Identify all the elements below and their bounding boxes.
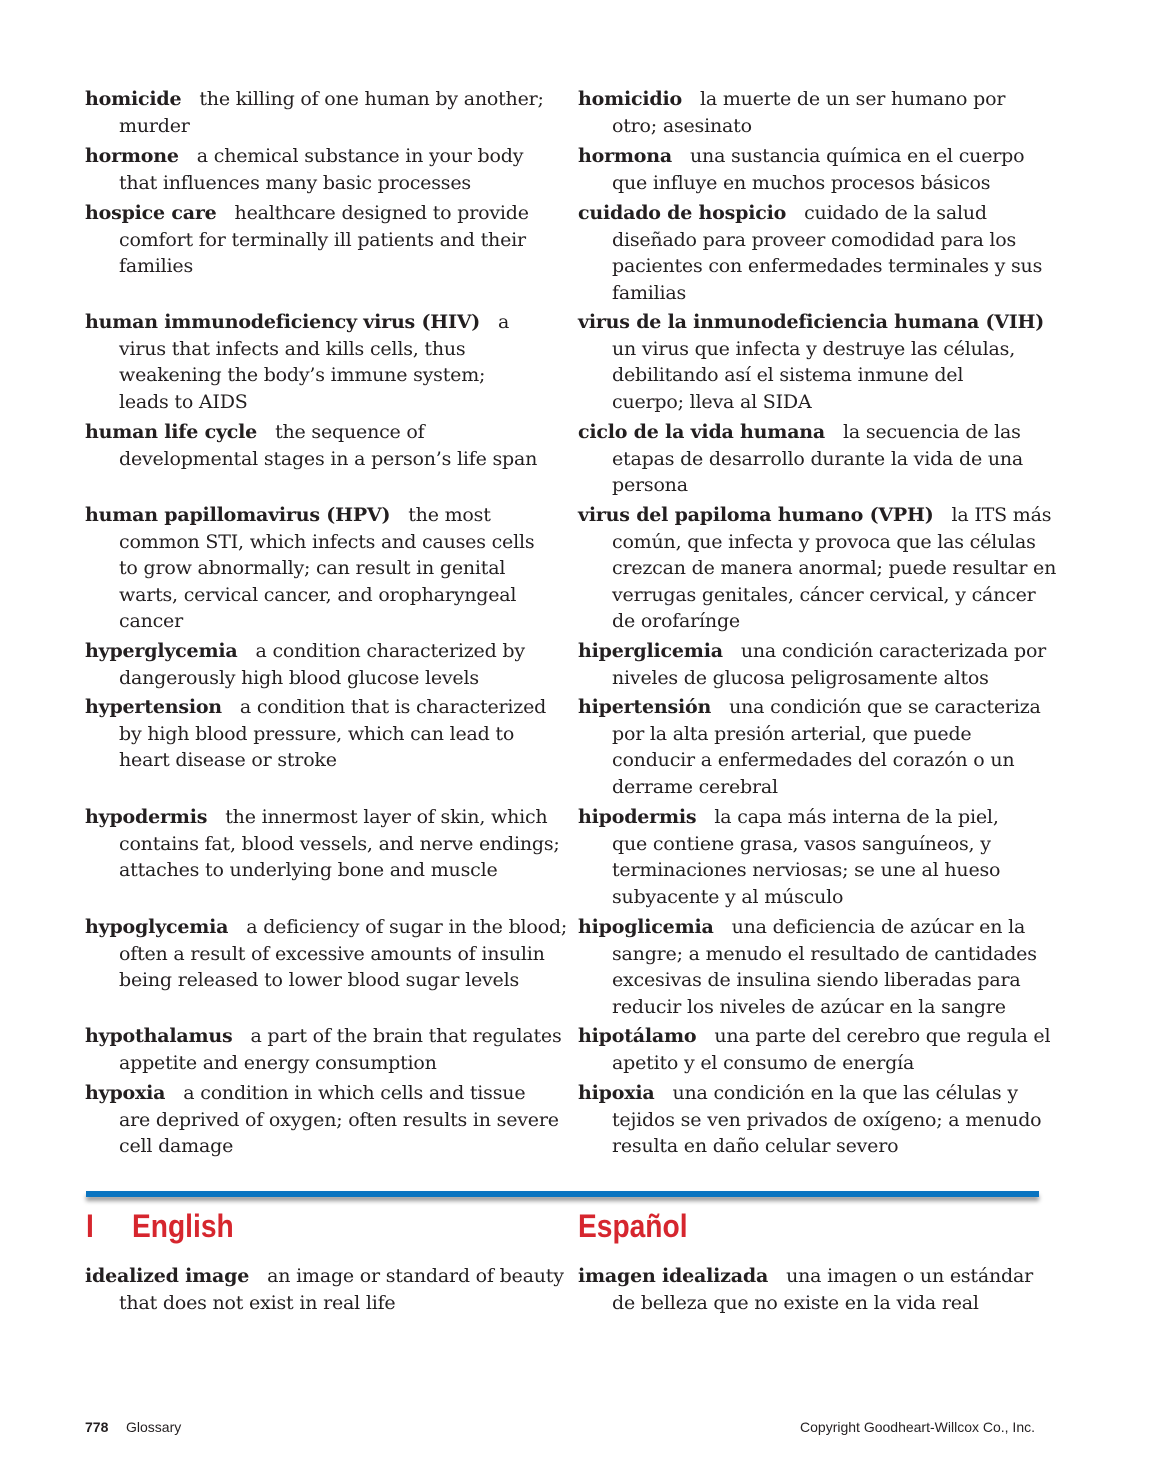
definition-line: [578, 472, 1048, 499]
definition-line: [85, 1133, 555, 1160]
definition-line: [85, 608, 555, 635]
definition-text: to grow abnormally; can result in genital: [119, 557, 506, 579]
definition-line: [85, 170, 555, 197]
definition-text: sangre; a menudo el resultado de cantidades: [612, 942, 1037, 965]
definition-text: apetito y el consumo de energía: [612, 1051, 915, 1074]
definition-line: [85, 857, 555, 884]
definition-line: [578, 1133, 1048, 1160]
definition-text: the innermost layer of skin, which: [225, 806, 548, 828]
definition-text: cuerpo; lleva al SIDA: [612, 390, 812, 413]
definition-line: [85, 1290, 555, 1317]
definition-text: reducir los niveles de azúcar en la sangre: [612, 995, 1006, 1018]
glossary-term: hipoxia: [578, 1082, 655, 1104]
definition-text: a part of the brain that regulates: [250, 1025, 562, 1047]
glossary-term: human life cycle: [85, 421, 258, 443]
definition-line: [85, 253, 555, 280]
definition-text: debilitando así el sistema inmune del: [612, 364, 964, 386]
glossary-term: ciclo de la vida humana: [578, 421, 826, 443]
definition-text: often a result of excessive amounts of insulin: [119, 942, 545, 965]
definition-text: una sustancia química en el cuerpo: [690, 145, 1025, 167]
glossary-entry-es: [578, 1080, 1048, 1160]
glossary-term: virus de la inmunodeficiencia humana (VIH): [578, 311, 1045, 333]
definition-line: [85, 200, 555, 227]
definition-text: resulta en daño celular severo: [612, 1135, 899, 1157]
glossary-entry-en: [85, 143, 555, 196]
definition-text: by high blood pressure, which can lead to: [119, 722, 515, 745]
definition-text: etapas de desarrollo durante la vida de una: [612, 447, 1024, 470]
definition-line: [85, 529, 555, 556]
definition-text: a chemical substance in your body: [196, 145, 524, 167]
definition-line: [85, 309, 555, 336]
definition-text: cancer: [119, 610, 183, 632]
glossary-entry-en: [85, 1263, 564, 1316]
definition-text: terminaciones nerviosas; se une al hueso: [612, 859, 1001, 881]
definition-text: que contiene grasa, vasos sanguíneos, y: [612, 832, 991, 855]
glossary-term: homicidio: [578, 88, 682, 110]
definition-line: [85, 804, 555, 831]
definition-line: [578, 170, 1048, 197]
definition-line: [85, 1050, 555, 1077]
glossary-term: homicide: [85, 88, 182, 110]
definition-line: [578, 446, 1048, 473]
definition-line: [578, 804, 1048, 831]
definition-text: a condition that is characterized: [239, 696, 547, 718]
definition-line: [578, 1107, 1048, 1134]
definition-text: virus that infects and kills cells, thus: [119, 337, 466, 360]
footer-label: Glossary: [126, 1419, 182, 1435]
definition-text: cuidado de la salud: [804, 202, 987, 224]
definition-text: a deficiency of sugar in the blood;: [246, 916, 568, 938]
definition-text: crezcan de manera anormal; puede resultar en: [612, 557, 1057, 579]
definition-line: [578, 1050, 1048, 1077]
definition-line: [578, 665, 1048, 692]
definition-line: [85, 113, 555, 140]
definition-text: la secuencia de las: [843, 421, 1021, 443]
definition-text: una condición que se caracteriza: [729, 696, 1041, 718]
definition-text: appetite and energy consumption: [119, 1051, 437, 1074]
section-divider: [86, 1191, 1039, 1197]
glossary-term: hormona: [578, 145, 672, 167]
definition-line: [578, 336, 1048, 363]
definition-text: the most: [408, 504, 491, 526]
glossary-entry-es: [578, 804, 1048, 910]
glossary-term: hyperglycemia: [85, 640, 238, 662]
glossary-term: idealized image: [85, 1265, 250, 1287]
definition-line: [578, 884, 1048, 911]
definition-line: [85, 914, 568, 941]
definition-text: attaches to underlying bone and muscle: [119, 859, 498, 881]
definition-text: la capa más interna de la piel,: [714, 806, 999, 828]
definition-line: [578, 831, 1048, 858]
definition-line: [578, 227, 1048, 254]
definition-line: [578, 200, 1048, 227]
definition-text: comfort for terminally ill patients and their: [119, 228, 526, 251]
definition-text: excesivas de insulina siendo liberadas para: [612, 969, 1021, 991]
definition-line: [578, 967, 1048, 994]
definition-text: subyacente y al músculo: [612, 885, 844, 908]
glossary-term: cuidado de hospicio: [578, 202, 787, 224]
glossary-term: hypothalamus: [85, 1025, 233, 1047]
definition-line: [85, 967, 555, 994]
definition-line: [85, 389, 555, 416]
definition-text: la muerte de un ser humano por: [699, 88, 1006, 110]
definition-line: [85, 665, 555, 692]
glossary-entry-en: [85, 309, 555, 415]
definition-line: [85, 555, 555, 582]
definition-line: [578, 774, 1048, 801]
definition-line: [85, 336, 555, 363]
definition-text: a condition in which cells and tissue: [183, 1082, 526, 1104]
definition-line: [85, 143, 555, 170]
definition-line: [578, 1080, 1048, 1107]
definition-text: the killing of one human by another;: [199, 88, 544, 110]
definition-line: [85, 1263, 564, 1290]
definition-line: [578, 747, 1048, 774]
glossary-term: virus del papiloma humano (VPH): [578, 504, 934, 526]
definition-line: [85, 941, 555, 968]
definition-line: [85, 638, 555, 665]
definition-text: derrame cerebral: [612, 775, 778, 798]
definition-text: healthcare designed to provide: [234, 202, 529, 224]
definition-line: [85, 831, 560, 858]
definition-text: the sequence of: [275, 421, 425, 443]
definition-text: that influences many basic processes: [119, 171, 471, 194]
definition-text: una deficiencia de azúcar en la: [731, 916, 1026, 938]
definition-line: [85, 694, 555, 721]
definition-text: heart disease or stroke: [119, 749, 337, 771]
definition-line: [578, 914, 1048, 941]
glossary-term: hypertension: [85, 696, 222, 718]
glossary-term: hipertensión: [578, 696, 712, 718]
glossary-entry-es: [578, 914, 1048, 1020]
definition-line: [578, 857, 1048, 884]
definition-line: [85, 502, 555, 529]
definition-text: being released to lower blood sugar levels: [119, 969, 519, 991]
definition-line: [578, 694, 1048, 721]
definition-text: una condición caracterizada por: [740, 640, 1047, 662]
glossary-term: hospice care: [85, 202, 217, 224]
definition-line: [578, 419, 1048, 446]
definition-text: por la alta presión arterial, que puede: [612, 722, 972, 745]
definition-line: [578, 1023, 1051, 1050]
definition-line: [578, 86, 1048, 113]
glossary-entry-es: [578, 502, 1057, 635]
glossary-entry-es: [578, 1263, 1048, 1316]
definition-text: familias: [612, 281, 687, 304]
definition-line: [578, 638, 1048, 665]
definition-text: una parte del cerebro que regula el: [714, 1025, 1051, 1047]
definition-text: niveles de glucosa peligrosamente altos: [612, 666, 989, 689]
definition-line: [578, 555, 1057, 582]
definition-text: cell damage: [119, 1135, 234, 1157]
glossary-term: human papillomavirus (HPV): [85, 504, 391, 526]
glossary-term: imagen idealizada: [578, 1265, 769, 1287]
definition-line: [578, 529, 1048, 556]
glossary-entry-en: [85, 804, 560, 884]
definition-text: pacientes con enfermedades terminales y sus: [612, 255, 1043, 277]
heading-english: English: [132, 1208, 234, 1244]
definition-text: developmental stages in a person’s life span: [119, 447, 538, 470]
glossary-term: hypoxia: [85, 1082, 166, 1104]
definition-text: común, que infecta y provoca que las células: [612, 530, 1036, 553]
glossary-term: hypoglycemia: [85, 916, 229, 938]
glossary-entry-es: [578, 143, 1048, 196]
glossary-entry-es: [578, 86, 1048, 139]
definition-text: an image or standard of beauty: [267, 1265, 564, 1287]
definition-line: [578, 253, 1048, 280]
glossary-entry-en: [85, 502, 555, 635]
definition-line: [85, 1080, 555, 1107]
definition-text: that does not exist in real life: [119, 1291, 396, 1314]
glossary-term: hiperglicemia: [578, 640, 723, 662]
definition-text: families: [119, 255, 194, 277]
glossary-entry-es: [578, 419, 1048, 499]
definition-line: [578, 608, 1048, 635]
glossary-entry-en: [85, 1080, 559, 1160]
glossary-entry-en: [85, 1023, 562, 1076]
definition-line: [578, 941, 1048, 968]
definition-line: [85, 227, 555, 254]
definition-line: [578, 994, 1048, 1021]
definition-text: verrugas genitales, cáncer cervical, y cáncer: [612, 583, 1036, 606]
definition-line: [85, 1023, 562, 1050]
definition-text: weakening the body’s immune system;: [119, 364, 486, 386]
definition-text: que influye en muchos procesos básicos: [612, 171, 991, 194]
definition-line: [85, 419, 555, 446]
glossary-entry-en: [85, 200, 555, 280]
glossary-entry-en: [85, 914, 568, 994]
definition-line: [85, 1107, 559, 1134]
definition-text: common STI, which infects and causes cells: [119, 530, 535, 553]
definition-text: conducir a enfermedades del corazón o un: [612, 749, 1015, 771]
definition-line: [578, 309, 1048, 336]
definition-line: [85, 582, 555, 609]
glossary-entry-en: [85, 86, 555, 139]
glossary-term: hipotálamo: [578, 1025, 697, 1047]
definition-text: otro; asesinato: [612, 114, 752, 137]
glossary-term: hipodermis: [578, 806, 697, 828]
section-letter: I: [86, 1208, 94, 1244]
page-number: 778: [85, 1419, 109, 1435]
definition-line: [85, 721, 555, 748]
glossary-entry-es: [578, 200, 1048, 306]
definition-line: [85, 362, 555, 389]
definition-text: un virus que infecta y destruye las células,: [612, 337, 1016, 360]
glossary-term: hormone: [85, 145, 179, 167]
glossary-term: hypodermis: [85, 806, 208, 828]
glossary-entry-en: [85, 638, 555, 691]
definition-text: diseñado para proveer comodidad para los: [612, 228, 1017, 251]
definition-text: tejidos se ven privados de oxígeno; a menudo: [612, 1108, 1042, 1131]
definition-line: [578, 113, 1048, 140]
definition-text: de belleza que no existe en la vida real: [612, 1291, 979, 1314]
definition-text: a: [498, 311, 510, 333]
definition-line: [578, 721, 1048, 748]
definition-line: [578, 582, 1048, 609]
definition-line: [578, 389, 1048, 416]
definition-text: persona: [612, 474, 688, 496]
definition-line: [578, 1263, 1048, 1290]
definition-text: dangerously high blood glucose levels: [119, 666, 479, 689]
glossary-entry-es: [578, 694, 1048, 800]
definition-text: la ITS más: [951, 504, 1052, 526]
definition-line: [578, 143, 1048, 170]
glossary-entry-es: [578, 638, 1048, 691]
definition-text: murder: [119, 114, 190, 137]
definition-line: [85, 747, 555, 774]
definition-text: leads to AIDS: [119, 390, 248, 413]
glossary-entry-es: [578, 309, 1048, 415]
definition-line: [578, 1290, 1048, 1317]
glossary-term: hipoglicemia: [578, 916, 714, 938]
definition-line: [578, 502, 1052, 529]
definition-text: are deprived of oxygen; often results in severe: [119, 1108, 559, 1131]
definition-text: una imagen o un estándar: [786, 1265, 1033, 1287]
definition-line: [85, 86, 555, 113]
glossary-entry-es: [578, 1023, 1051, 1076]
definition-text: a condition characterized by: [255, 640, 525, 662]
copyright: Copyright Goodheart-Willcox Co., Inc.: [800, 1419, 1035, 1435]
definition-text: una condición en la que las células y: [672, 1082, 1018, 1104]
definition-line: [578, 362, 1048, 389]
definition-text: contains fat, blood vessels, and nerve endings;: [119, 832, 560, 855]
definition-text: de orofarínge: [612, 610, 740, 632]
heading-spanish: Español: [578, 1208, 688, 1244]
definition-text: warts, cervical cancer, and oropharyngeal: [119, 583, 517, 606]
definition-line: [578, 280, 1048, 307]
glossary-entry-en: [85, 694, 555, 774]
glossary-term: human immunodeficiency virus (HIV): [85, 311, 481, 333]
definition-line: [85, 446, 555, 473]
glossary-entry-en: [85, 419, 555, 472]
